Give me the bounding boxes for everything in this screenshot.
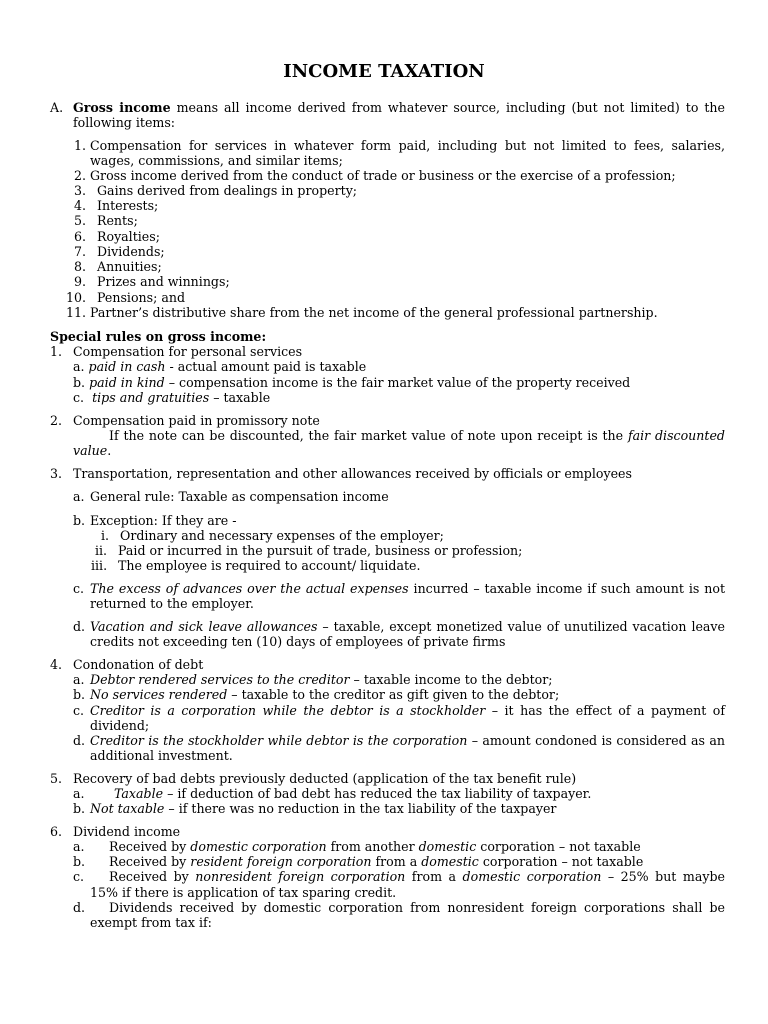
- section-marker: A.: [50, 100, 64, 115]
- rule-subitem: No services rendered – taxable to the creditor as gift given to the debtor;: [90, 687, 560, 702]
- rule-subitem-marker: c.: [73, 703, 85, 718]
- rule-subitem-marker: d.: [73, 900, 86, 915]
- rule-subitem-cont: additional investment.: [90, 748, 233, 763]
- roman-marker: iii.: [91, 558, 108, 573]
- rule-paragraph: If the note can be discounted, the fair market value of note upon receipt is the fair discounted: [109, 428, 725, 443]
- rule-subitem: General rule: Taxable as compensation income: [90, 489, 389, 504]
- roman-item: Ordinary and necessary expenses of the employer;: [120, 528, 444, 543]
- roman-marker: i.: [101, 528, 110, 543]
- page-title: INCOME TAXATION: [283, 61, 485, 82]
- rule-number: 1.: [50, 344, 63, 359]
- rule-subitem-marker: a.: [73, 839, 85, 854]
- rule-number: 6.: [50, 824, 63, 839]
- rule-number: 4.: [50, 657, 63, 672]
- list-number: 8.: [74, 259, 87, 274]
- rule-subitem-cont: returned to the employer.: [90, 596, 254, 611]
- gross-income-intro-cont: following items:: [73, 115, 176, 130]
- rule-subitem: Not taxable – if there was no reduction in the tax liability of the taxpayer: [90, 801, 557, 816]
- rule-subitem-cont: 15% if there is application of tax sparing credit.: [90, 885, 397, 900]
- rule-subitem-marker: a.: [73, 786, 85, 801]
- rule-subitem: Exception: If they are -: [90, 513, 237, 528]
- list-number: 7.: [74, 244, 87, 259]
- rule-subitem-cont: exempt from tax if:: [90, 915, 212, 930]
- rule-subitem: Received by resident foreign corporation from a domestic corporation – not taxable: [109, 854, 644, 869]
- list-number: 4.: [74, 198, 87, 213]
- list-item: Interests;: [97, 198, 159, 213]
- roman-marker: ii.: [95, 543, 108, 558]
- rule-title: Compensation paid in promissory note: [73, 413, 320, 428]
- list-item-cont: wages, commissions, and similar items;: [90, 153, 343, 168]
- list-item: Rents;: [97, 213, 138, 228]
- list-number: 2.: [74, 168, 87, 183]
- rule-subitem-marker: b.: [73, 513, 86, 528]
- rule-subitem: Dividends received by domestic corporation from nonresident foreign corporations shall be: [109, 900, 725, 915]
- rule-subitem-marker: a.: [73, 672, 85, 687]
- rule-subitem: Taxable – if deduction of bad debt has reduced the tax liability of taxpayer.: [114, 786, 592, 801]
- rule-subitem: a. paid in cash - actual amount paid is taxable: [73, 359, 367, 374]
- list-item: Partner’s distributive share from the net income of the general professional partnership.: [90, 305, 658, 320]
- rule-subitem: b. paid in kind – compensation income is the fair market value of the property received: [73, 375, 631, 390]
- gross-income-intro: Gross income means all income derived from whatever source, including (but not limited) to the: [73, 100, 725, 115]
- list-item: Annuities;: [97, 259, 162, 274]
- list-item: Gross income derived from the conduct of trade or business or the exercise of a profession;: [90, 168, 676, 183]
- list-number: 6.: [74, 229, 87, 244]
- section-heading: Special rules on gross income:: [50, 329, 267, 344]
- list-item: Compensation for services in whatever form paid, including but not limited to fees, salaries,: [90, 138, 725, 153]
- rule-subitem-cont: credits not exceeding ten (10) days of employees of private firms: [90, 634, 506, 649]
- rule-subitem-marker: c.: [73, 869, 85, 884]
- rule-title: Condonation of debt: [73, 657, 204, 672]
- rule-subitem-marker: b.: [73, 687, 86, 702]
- rule-number: 2.: [50, 413, 63, 428]
- rule-subitem-marker: b.: [73, 801, 86, 816]
- list-number: 1.: [74, 138, 87, 153]
- rule-subitem: Received by domestic corporation from another domestic corporation – not taxable: [109, 839, 641, 854]
- defined-term: Gross income: [73, 100, 171, 115]
- rule-subitem-marker: c.: [73, 581, 85, 596]
- rule-subitem: The excess of advances over the actual expenses incurred – taxable income if such amount is not: [90, 581, 726, 596]
- list-item: Prizes and winnings;: [97, 274, 230, 289]
- list-item: Royalties;: [97, 229, 160, 244]
- rule-title: Dividend income: [73, 824, 181, 839]
- rule-subitem: Received by nonresident foreign corporation from a domestic corporation – 25% but maybe: [109, 869, 725, 884]
- rule-subitem: Debtor rendered services to the creditor – taxable income to the debtor;: [90, 672, 553, 687]
- list-number: 9.: [74, 274, 87, 289]
- rule-subitem: Creditor is the stockholder while debtor is the corporation – amount condoned is considered as an: [90, 733, 725, 748]
- rule-number: 5.: [50, 771, 63, 786]
- rule-subitem-marker: a.: [73, 489, 85, 504]
- rule-subitem-marker: d.: [73, 733, 86, 748]
- roman-item: The employee is required to account/ liquidate.: [118, 558, 421, 573]
- rule-paragraph-cont: value.: [73, 443, 112, 458]
- rule-title: Recovery of bad debts previously deducted (application of the tax benefit rule): [73, 771, 577, 786]
- list-item: Gains derived from dealings in property;: [97, 183, 358, 198]
- roman-item: Paid or incurred in the pursuit of trade, business or profession;: [118, 543, 523, 558]
- list-number: 3.: [74, 183, 87, 198]
- list-number: 10.: [66, 290, 87, 305]
- rule-title: Compensation for personal services: [73, 344, 303, 359]
- list-item: Pensions; and: [97, 290, 186, 305]
- rule-subitem-marker: b.: [73, 854, 86, 869]
- list-item: Dividends;: [97, 244, 165, 259]
- list-number: 11.: [66, 305, 87, 320]
- list-number: 5.: [74, 213, 87, 228]
- rule-subitem: Vacation and sick leave allowances – taxable, except monetized value of unutilized vacation leave: [90, 619, 725, 634]
- rule-subitem-marker: d.: [73, 619, 86, 634]
- rule-number: 3.: [50, 466, 63, 481]
- rule-subitem-cont: dividend;: [90, 718, 150, 733]
- rule-title: Transportation, representation and other allowances received by officials or employees: [73, 466, 632, 481]
- rule-subitem: Creditor is a corporation while the debtor is a stockholder – it has the effect of a payment of: [90, 703, 725, 718]
- rule-subitem: c. tips and gratuities – taxable: [73, 390, 271, 405]
